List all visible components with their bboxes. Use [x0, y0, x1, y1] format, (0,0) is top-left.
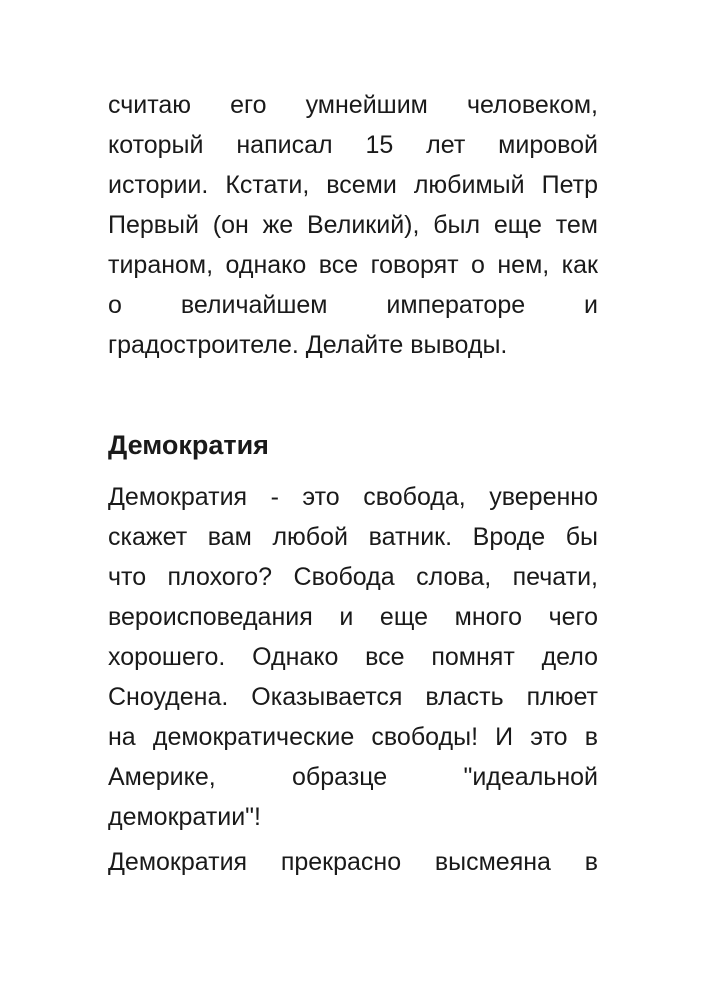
- text-line: скажет вам любой ватник. Вроде бы: [108, 523, 598, 551]
- text-line: истории. Кстати, всеми любимый Петр: [108, 171, 598, 199]
- text-line: градостроителе. Делайте выводы.: [108, 331, 508, 359]
- paragraph-democracy-freedom: [108, 477, 598, 837]
- text-line: что плохого? Свобода слова, печати,: [108, 563, 598, 591]
- heading-democracy: [108, 425, 598, 465]
- paragraph-peter-the-great: [108, 85, 598, 365]
- text-line: Первый (он же Великий), был еще тем: [108, 211, 598, 239]
- text-line: Демократия: [108, 430, 269, 460]
- text-line: о величайшем императоре и: [108, 291, 598, 319]
- text-line: на демократические свободы! И это в: [108, 723, 598, 751]
- text-line: Демократия - это свобода, уверенно: [108, 483, 598, 511]
- text-line: демократии"!: [108, 803, 261, 831]
- text-line: который написал 15 лет мировой: [108, 131, 598, 159]
- text-line: считаю его умнейшим человеком,: [108, 91, 598, 119]
- text-line: Америке, образце "идеальной: [108, 763, 598, 791]
- text-line: хорошего. Однако все помнят дело: [108, 643, 598, 671]
- text-line: вероисповедания и еще много чего: [108, 603, 598, 631]
- text-line: Сноудена. Оказывается власть плюет: [108, 683, 598, 711]
- text-line: тираном, однако все говорят о нем, как: [108, 251, 598, 279]
- paragraph-democracy-satire: [108, 842, 598, 882]
- text-line: Демократия прекрасно высмеяна в: [108, 848, 598, 876]
